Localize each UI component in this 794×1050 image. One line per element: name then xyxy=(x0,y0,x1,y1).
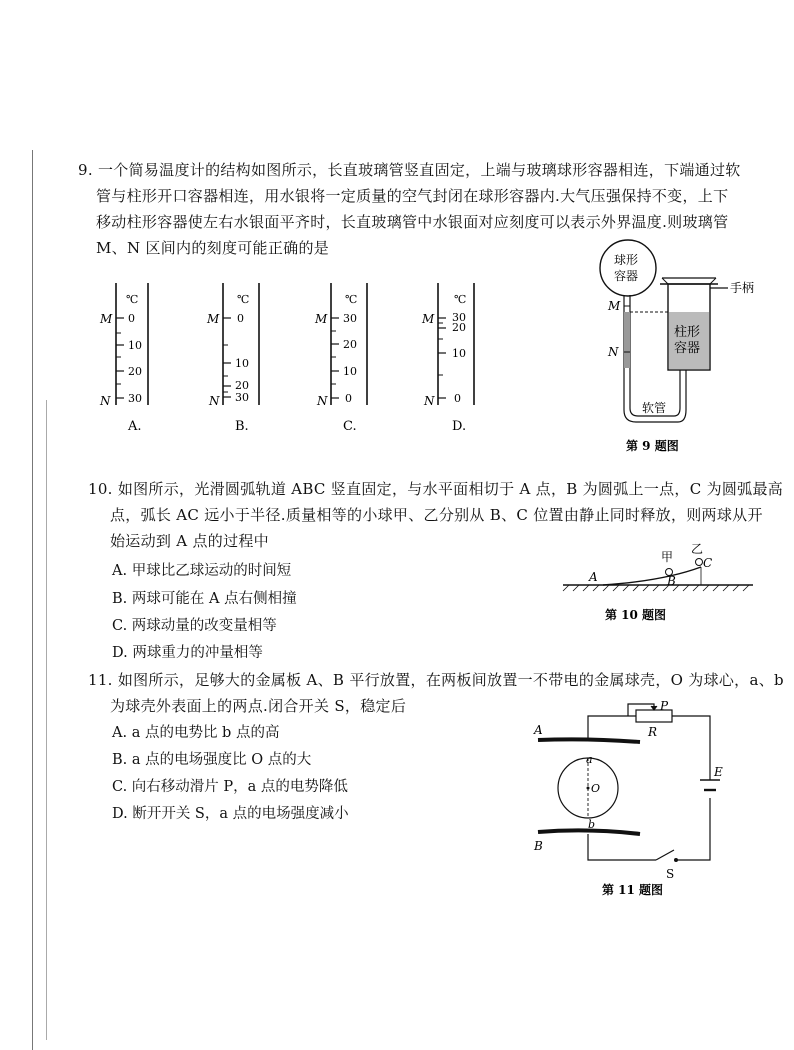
q9-scale-c-tick-30: 30 xyxy=(343,312,357,325)
q9-thermometer-figure xyxy=(590,240,780,460)
q9-scale-a-tick-0: 0 xyxy=(128,312,135,325)
q9-scale-b-unit: ℃ xyxy=(237,293,250,306)
q10-option-c: C. 两球动量的改变量相等 xyxy=(112,618,277,634)
page-margin-line-inner xyxy=(46,400,47,1040)
q9-fig-m: M xyxy=(608,299,621,313)
q10-fig-b: B xyxy=(667,574,676,588)
q9-scale-a-tick-20: 20 xyxy=(128,365,142,378)
bulb-label-2: 容器 xyxy=(614,269,639,283)
q9-line-4: M、N 区间内的刻度可能正确的是 xyxy=(96,239,330,257)
q9-scale-d-tick-10: 10 xyxy=(452,347,466,360)
q9-option-b: B. xyxy=(235,419,249,434)
q9-line-1: 9. 一个简易温度计的结构如图所示，长直玻璃管竖直固定，上端与玻璃球形容器相连，下端通过软 xyxy=(78,161,741,179)
q9-line-3: 移动柱形容器使左右水银面平齐时，长直玻璃管中水银面对应刻度可以表示外界温度.则玻璃管 xyxy=(96,213,729,231)
q10-line-2: 点，弧长 AC 远小于半径.质量相等的小球甲、乙分别从 B、C 位置由静止同时释放，则两球从开 xyxy=(110,506,763,524)
q9-option-d: D. xyxy=(452,419,467,434)
q11-option-a: A. a 点的电势比 b 点的高 xyxy=(112,725,280,741)
q9-scale-a-tick-10: 10 xyxy=(128,339,142,352)
q10-option-a: A. 甲球比乙球运动的时间短 xyxy=(112,563,292,579)
q10-fig-yi: 乙 xyxy=(691,542,704,556)
q9-scale-b-tick-10: 10 xyxy=(235,357,249,370)
bulb-label-1: 球形 xyxy=(614,253,639,267)
q11-fig-r: R xyxy=(648,725,658,739)
q11-line-2: 为球壳外表面上的两点.闭合开关 S，稳定后 xyxy=(110,697,407,715)
q9-scale-a-m: M xyxy=(100,312,113,326)
q9-scale-d-unit: ℃ xyxy=(454,293,467,306)
q9-scale-c xyxy=(315,283,395,433)
q10-option-d: D. 两球重力的冲量相等 xyxy=(112,645,263,661)
q10-line-3: 始运动到 A 点的过程中 xyxy=(110,532,269,550)
q10-fig-a: A xyxy=(589,570,598,584)
q11-option-c: C. 向右移动滑片 P，a 点的电势降低 xyxy=(112,779,348,795)
q10-option-b: B. 两球可能在 A 点右侧相撞 xyxy=(112,591,297,607)
page-margin-line xyxy=(32,150,33,1050)
q9-scale-d-tick-20: 20 xyxy=(452,321,466,334)
q9-fig-caption: 第 9 题图 xyxy=(626,439,679,453)
q9-fig-hose: 软管 xyxy=(642,401,667,415)
q9-scale-d xyxy=(422,283,502,433)
q10-arc-figure xyxy=(563,542,763,625)
q11-fig-plate-b: B xyxy=(534,839,543,853)
q9-scale-a xyxy=(100,283,180,433)
q9-scale-c-tick-0: 0 xyxy=(345,392,352,405)
q9-scale-b-tick-20: 20 xyxy=(235,379,249,392)
q9-scale-d-tick-0: 0 xyxy=(454,392,461,405)
q9-scale-b-tick-30: 30 xyxy=(235,391,249,404)
q11-circuit-figure xyxy=(528,700,748,900)
switch-s xyxy=(656,850,674,860)
q11-fig-p: P xyxy=(660,699,669,713)
q11-fig-o: O xyxy=(591,782,601,795)
ball-yi xyxy=(696,559,703,566)
q9-scale-d-tick-30: 30 xyxy=(452,311,466,324)
q9-scale-a-tick-30: 30 xyxy=(128,392,142,405)
q9-scale-b xyxy=(207,283,287,433)
q9-option-a: A. xyxy=(128,419,142,434)
circuit-wire xyxy=(588,716,636,740)
q10-line-1: 10. 如图所示，光滑圆弧轨道 ABC 竖直固定，与水平面相切于 A 点，B 为圆弧上一点，C 为圆弧最高 xyxy=(88,480,784,498)
q9-scale-d-n: N xyxy=(424,394,435,408)
q9-scale-c-n: N xyxy=(317,394,328,408)
q9-scale-b-n: N xyxy=(209,394,220,408)
question-10-stem xyxy=(88,476,783,554)
q11-fig-s: S xyxy=(666,867,675,881)
q10-fig-c: C xyxy=(703,556,713,570)
q10-fig-jia: 甲 xyxy=(661,550,674,564)
bulb-container xyxy=(600,240,656,296)
q11-option-d: D. 断开开关 S，a 点的电场强度减小 xyxy=(112,806,349,822)
q9-scale-a-unit: ℃ xyxy=(126,293,139,306)
q11-fig-caption: 第 11 题图 xyxy=(602,883,664,897)
q9-option-c: C. xyxy=(343,419,357,434)
q9-scale-b-tick-0: 0 xyxy=(237,312,244,325)
q9-scale-a-n: N xyxy=(100,394,111,408)
q9-fig-n: N xyxy=(608,345,619,359)
q9-scale-d-m: M xyxy=(422,312,435,326)
arc-track xyxy=(603,567,701,585)
plate-a xyxy=(538,739,640,742)
cylinder-label-2: 容器 xyxy=(674,341,701,356)
q9-fig-handle: 手柄 xyxy=(730,281,755,295)
q9-scale-c-tick-20: 20 xyxy=(343,338,357,351)
q11-fig-plate-a: A xyxy=(534,723,543,737)
q10-fig-caption: 第 10 题图 xyxy=(605,608,667,622)
q9-scale-c-tick-10: 10 xyxy=(343,365,357,378)
q11-fig-e: E xyxy=(714,765,723,779)
q9-scale-b-m: M xyxy=(207,312,220,326)
q11-fig-a: a xyxy=(586,753,593,766)
q11-line-1: 11. 如图所示，足够大的金属板 A、B 平行放置，在两板间放置一不带电的金属球壳，O 为球心，a、b xyxy=(88,671,784,689)
q9-line-2: 管与柱形开口容器相连，用水银将一定质量的空气封闭在球形容器内.大气压强保持不变，上下 xyxy=(96,187,729,205)
cylinder-label-1: 柱形 xyxy=(674,325,701,340)
q9-scale-c-m: M xyxy=(315,312,328,326)
q11-option-b: B. a 点的电场强度比 O 点的大 xyxy=(112,752,312,768)
q9-scale-c-unit: ℃ xyxy=(345,293,358,306)
q11-fig-b: b xyxy=(588,818,596,831)
